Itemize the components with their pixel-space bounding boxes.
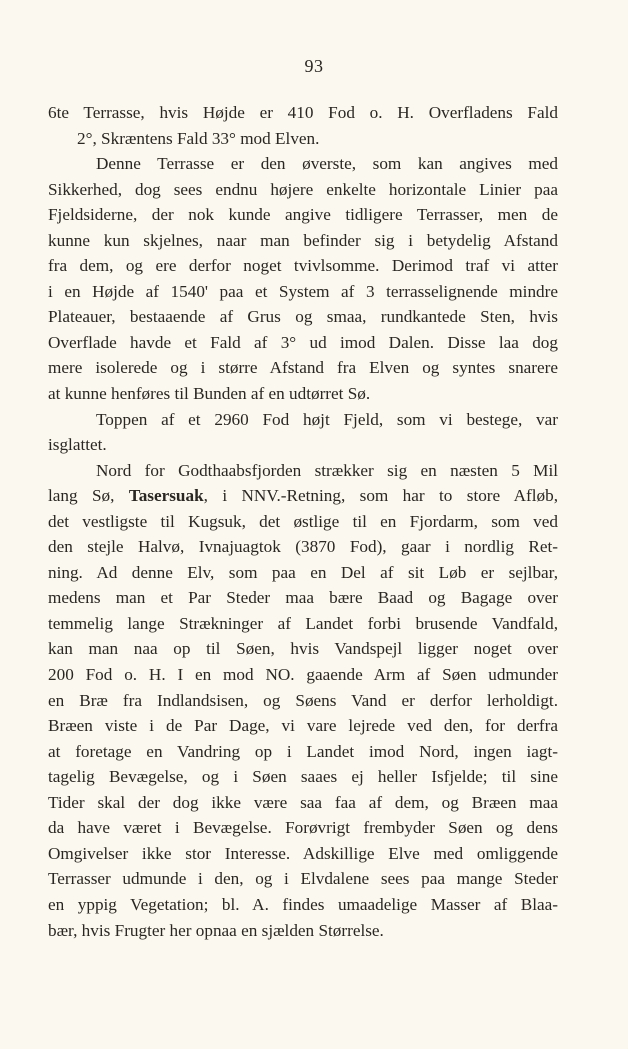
text-line-13: Toppen af et 2960 Fod højt Fjeld, som vi bestege, var xyxy=(96,409,558,429)
text-line-29: da have været i Bevægelse. Forøvrigt frembyder Søen og dens xyxy=(48,818,558,838)
text-line-23: 200 Fod o. H. I en mod NO. gaaende Arm af Søen udmunder xyxy=(48,665,558,685)
text-line-31: Terrasser udmunde i den, og i Elvdalene sees paa mange Steder xyxy=(48,869,558,889)
text-line-32: en yppig Vegetation; bl. A. findes umaadelige Masser af Blaa- xyxy=(48,894,558,914)
text-line-27: tagelig Bevægelse, og i Søen saaes ej heller Isfjelde; til sine xyxy=(48,767,558,787)
text-line-4: Sikkerhed, dog sees endnu højere enkelte horizontale Linier paa xyxy=(48,179,558,199)
text-segment: , i NNV.-Retning, som har to store Afløb, xyxy=(203,486,558,506)
text-line-12: at kunne henføres til Bunden af en udtørret Sø. xyxy=(48,384,371,404)
text-line-3: Denne Terrasse er den øverste, som kan angives med xyxy=(96,154,558,174)
text-line-11: mere isolerede og i større Afstand fra Elven og syntes snarere xyxy=(48,358,558,378)
text-line-5: Fjeldsiderne, der nok kunde angive tidligere Terrasser, men de xyxy=(48,205,558,225)
text-line-9: Plateauer, bestaaende af Grus og smaa, rundkantede Sten, hvis xyxy=(48,307,558,327)
text-line-26: at foretage en Vandring op i Landet imod Nord, ingen iagt- xyxy=(48,741,558,761)
text-line-7: fra dem, og ere derfor noget tvivlsomme. Derimod traf vi atter xyxy=(48,256,558,276)
text-line-16 xyxy=(48,483,558,509)
text-line-1: 6te Terrasse, hvis Højde er 410 Fod o. H. Overfladens Fald xyxy=(48,103,558,122)
text-line-30: Omgivelser ikke stor Interesse. Adskillige Elve med omliggende xyxy=(48,843,558,863)
text-line-24: en Bræ fra Indlandsisen, og Søens Vand er derfor lerholdigt. xyxy=(48,690,558,710)
text-line-21: temmelig lange Strækninger af Landet forbi brusende Vandfald, xyxy=(48,613,558,633)
text-line-25: Bræen viste i de Par Dage, vi vare lejrede ved den, for derfra xyxy=(48,716,558,736)
text-line-15: Nord for Godthaabsfjorden strækker sig en næsten 5 Mil xyxy=(96,460,558,480)
text-segment: lang Sø, xyxy=(48,486,129,506)
text-line-28: Tider skal der dog ikke være saa faa af dem, og Bræen maa xyxy=(48,792,558,812)
text-line-17: det vestligste til Kugsuk, det østlige til en Fjordarm, som ved xyxy=(48,511,558,531)
text-line-22: kan man naa op til Søen, hvis Vandspejl ligger noget over xyxy=(48,639,558,659)
place-name-tasersuak: Tasersuak xyxy=(128,486,204,506)
page-number: 93 xyxy=(304,56,324,76)
text-line-14: isglattet. xyxy=(48,435,107,455)
text-line-10: Overflade havde et Fald af 3° ud imod Dalen. Disse laa dog xyxy=(48,332,558,352)
text-line-8: i en Højde af 1540' paa et System af 3 terrasselignende mindre xyxy=(48,281,558,301)
text-line-33: bær, hvis Frugter her opnaa en sjælden Størrelse. xyxy=(48,920,384,940)
text-line-6: kunne kun skjelnes, naar man befinder sig i betydelig Afstand xyxy=(48,230,558,250)
text-line-20: medens man et Par Steder maa bære Baad og Bagage over xyxy=(48,588,558,608)
text-line-18: den stejle Halvø, Ivnajuagtok (3870 Fod), gaar i nordlig Ret- xyxy=(48,537,558,557)
text-line-19: ning. Ad denne Elv, som paa en Del af sit Løb er sejlbar, xyxy=(48,562,558,582)
text-line-2: 2°, Skræntens Fald 33° mod Elven. xyxy=(77,128,320,148)
body-text xyxy=(48,100,558,943)
